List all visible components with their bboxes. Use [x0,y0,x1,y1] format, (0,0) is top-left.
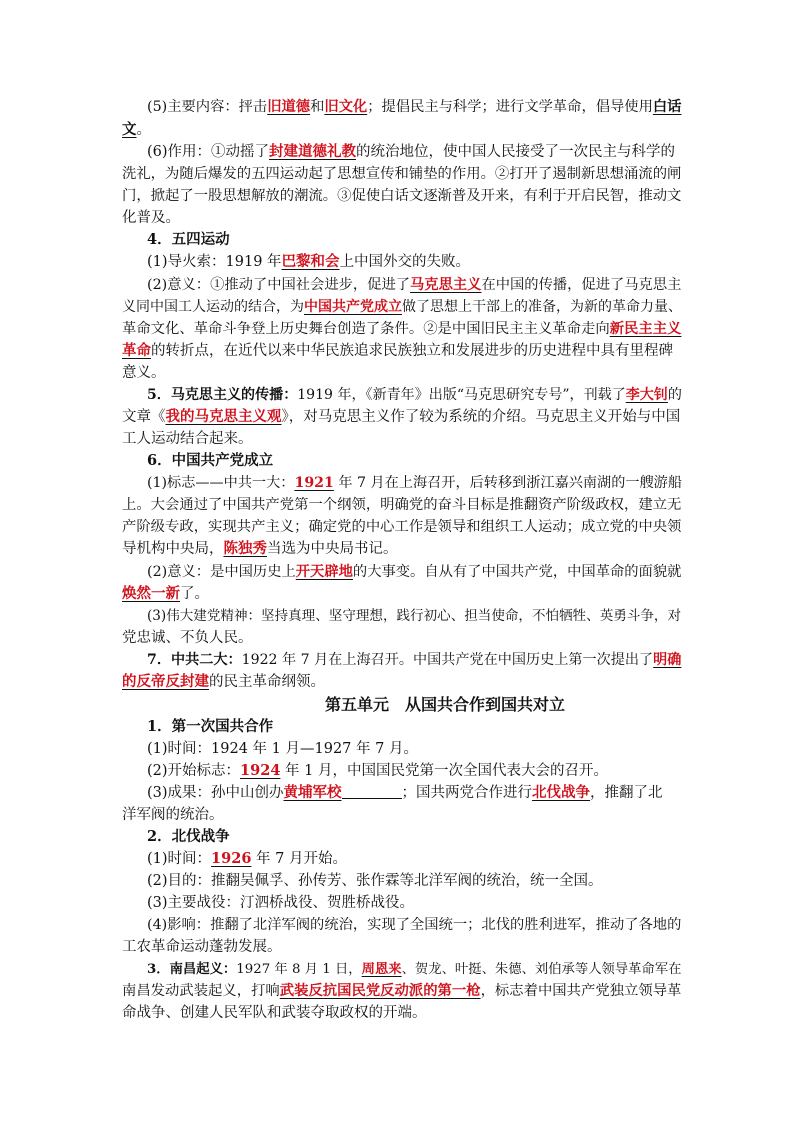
text-line: (2)意义：①推动了中国社会进步，促进了马克思主义在中国的传播，促进了马克思主 [147,277,682,293]
text-line: 上。大会通过了中国共产党第一个纲领，明确党的奋斗目标是推翻资产阶级政权，建立无 [122,497,682,513]
keyword: 1926 [211,850,252,867]
text-line: 义同中国工人运动的结合，为中国共产党成立做了思想上干部上的准备，为新的革命力量、 [122,299,682,315]
text-line: (3)主要战役：汀泗桥战役、贺胜桥战役。 [147,895,415,911]
keyword: 中国共产党成立 [304,299,402,315]
text-line: (1)导火索：1919 年巴黎和会上中国外交的失败。 [147,253,471,270]
keyword: 黄埔军校 [283,784,342,801]
keyword: 1924 [240,762,281,779]
text-line: 的反帝反封建的民主革命纲领。 [122,673,325,690]
text-line: 工人运动结合起来。 [122,431,253,447]
text-line: 洋军阀的统治。 [122,807,224,823]
keyword: 革命 [122,342,151,359]
keyword: 李大钊 [625,387,668,403]
keyword: 巴黎和会 [281,253,340,270]
keyword: 旧道德 [267,99,311,115]
text-line: (6)作用：①动摇了封建道德礼教的统治地位，使中国人民接受了一次民主与科学的 [147,143,676,160]
text-line: (2)目的：推翻吴佩孚、孙传芳、张作霖等北洋军阀的统治，统一全国。 [147,873,603,889]
text-line: 命战争、创建人民军队和武装夺取政权的开端。 [122,1005,427,1021]
text-line: 文。 [122,121,151,138]
text-line: 3．南昌起义：1927 年 8 月 1 日，周恩来、贺龙、叶挺、朱德、刘伯承等人领导革命军在 [147,961,682,977]
keyword: 封建道德礼教 [269,143,357,160]
keyword: 我的马克思主义观 [165,408,282,425]
text-line: 南昌发动武装起义，打响武装反抗国民党反动派的第一枪，标志着中国共产党独立领导革 [122,983,682,999]
keyword: 的反帝反封建 [122,673,209,690]
text-line: 化普及。 [122,210,180,226]
text-line: (1)时间：1924 年 1 月—1927 年 7 月。 [147,741,418,757]
text-line: 革命文化、革命斗争登上历史舞台创造了条件。②是中国旧民主主义革命走向新民主主义 [122,321,682,337]
text-line: 5．马克思主义的传播：1919 年，《新青年》出版“马克思研究专号”，刊载了李大钊的 [147,387,682,403]
keyword: 开天辟地 [295,564,353,580]
text-line: (4)影响：推翻了北洋军阀的统治，实现了全国统一；北伐的胜利进军，推动了各地的 [147,917,682,933]
text-line: 门，掀起了一股思想解放的潮流。③促使白话文逐渐普及开来，有利于开启民智，推动文 [122,188,682,204]
section-heading: 2．北伐战争 [147,828,230,845]
text-line: 工农革命运动蓬勃发展。 [122,939,282,955]
keyword: 新民主主义 [609,321,682,337]
text-line: 意义。 [122,365,166,381]
keyword: 1921 [294,475,334,491]
keyword: 北伐战争 [532,784,591,801]
text-line: 焕然一新了。 [122,585,209,602]
text-line: (3)伟大建党精神：坚持真理、坚守理想，践行初心、担当使命，不怕牺牲、英勇斗争，对 [147,608,681,624]
section-heading: 1．第一次国共合作 [147,718,274,735]
text-line: 文章《我的马克思主义观》，对马克思主义作了较为系统的介绍。马克思主义开始与中国 [122,408,681,425]
text-line: (3)成果：孙中山创办黄埔军校 ；国共两党合作进行北伐战争，推翻了北 [147,784,663,801]
keyword: 马克思主义 [410,277,482,293]
keyword: 明确 [653,652,682,668]
text-line: 产阶级专政，实现共产主义；确定党的中心工作是领导和组织工人运动；成立党的中央领 [122,519,682,535]
section-heading: 4．五四运动 [147,231,230,248]
text-line: 洗礼，为随后爆发的五四运动起了思想宣传和铺垫的作用。②打开了遏制新思想涌流的闸 [122,166,682,182]
keyword: 陈独秀 [223,540,267,557]
text-line: 党忠诚、不负人民。 [122,630,253,646]
keyword: 武装反抗国民党反动派的第一枪 [279,983,481,999]
keyword: 旧文化 [324,99,368,115]
keyword: 周恩来 [361,961,402,977]
text-line: 7．中共二大：1922 年 7 月在上海召开。中国共产党在中国历史上第一次提出了明确 [147,652,682,668]
text-line: (1)时间：1926 年 7 月开始。 [147,850,347,867]
text-line: 导机构中央局，陈独秀当选为中央局书记。 [122,540,398,557]
unit-title: 第五单元 从国共合作到国共对立 [325,695,566,714]
text-line: (2)意义：是中国历史上开天辟地的大事变。自从有了中国共产党，中国革命的面貌就 [147,564,682,580]
keyword: 白话 [652,99,682,115]
text-line: (2)开始标志：1924 年 1 月，中国国民党第一次全国代表大会的召开。 [147,762,608,779]
text-line: 革命的转折点，在近代以来中华民族追求民族独立和发展进步的历史进程中具有里程碑 [122,342,673,359]
keyword: 文 [122,121,137,138]
fill-blank [342,784,402,799]
keyword: 焕然一新 [122,585,180,602]
text-line: (1)标志——中共一大：1921 年 7 月在上海召开，后转移到浙江嘉兴南湖的一艘游船 [147,475,682,491]
text-line: (5)主要内容：抨击旧道德和旧文化；提倡民主与科学；进行文学革命，倡导使用白话 [147,99,682,115]
section-heading: 6．中国共产党成立 [147,452,274,469]
